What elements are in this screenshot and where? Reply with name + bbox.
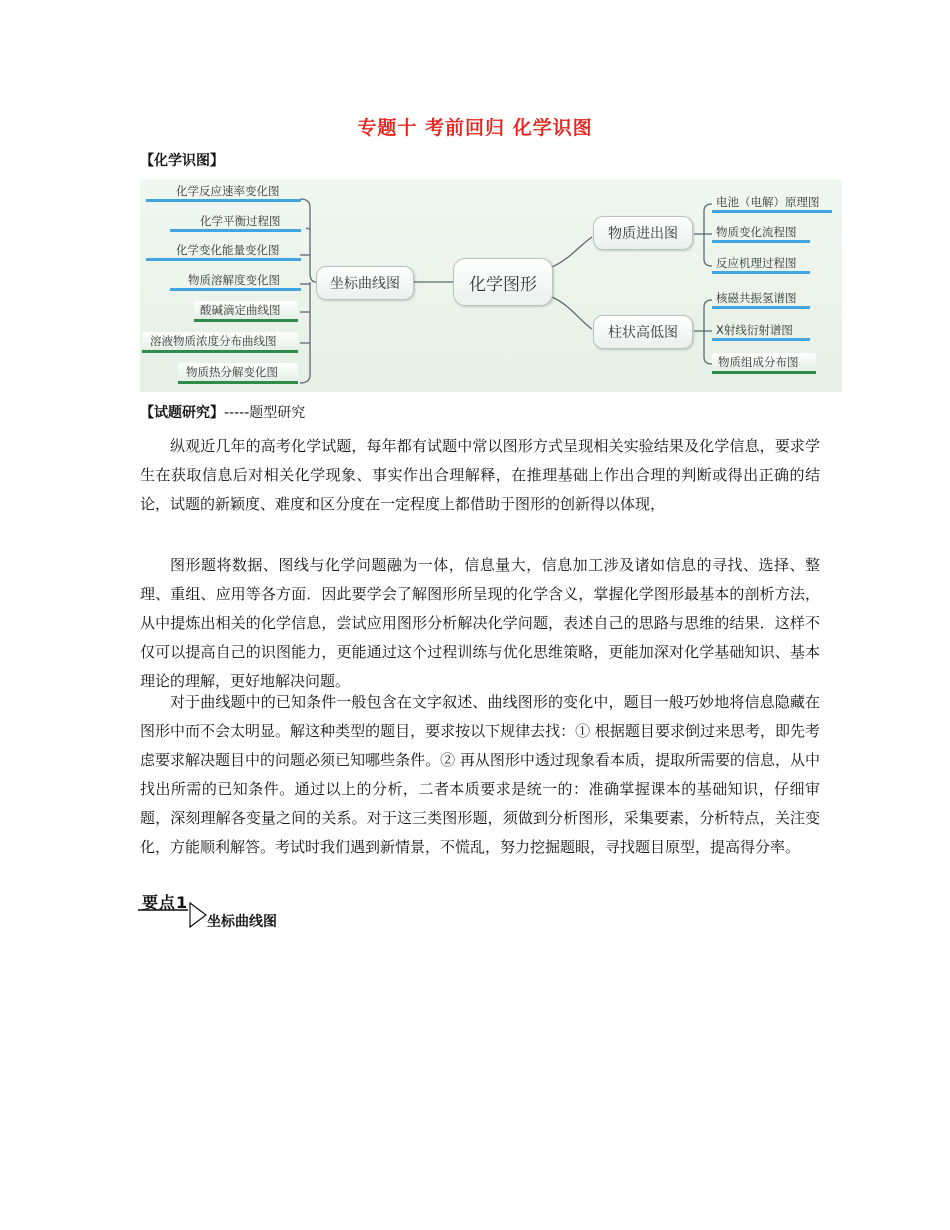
mindmap-node-substance-io: 物质进出图 (593, 216, 693, 250)
leaf-thermal-decomposition: 物质热分解变化图 (178, 363, 298, 384)
connector-rb-3 (704, 331, 712, 364)
key-point-badge (138, 889, 198, 929)
section-research-dashes: ----- (224, 405, 250, 421)
section-heading-map: 【化学识图】 (140, 153, 224, 169)
connector-left-bottom (300, 282, 310, 383)
key-point-label: 要点1 (142, 893, 189, 912)
connector-rt-3 (704, 234, 712, 266)
page-title: 专题十 考前回归 化学识图 (357, 117, 593, 139)
connector-rb-1 (704, 300, 712, 331)
section-research-sub: 题型研究 (249, 405, 306, 421)
section-heading-research (140, 402, 305, 422)
leaf-battery: 电池（电解）原理图 (712, 194, 832, 213)
paragraph-3: 对于曲线题中的已知条件一般包含在文字叙述、曲线图形的变化中，题目一般巧妙地将信息隐藏在图形中而不会太明显。解这种类型的题目，要求按以下规律去找：① 根据题目要求倒过来思考，即先考虑要求解决题目中的问题必须已知哪些条件。② 再从图形中透过现象看本质，提取所需要的信息，从中找出所需的已知条件。通过以上的分析，二者本质要求是统一的：准确掌握课本的基础知识，仔细审题，深刻理解各变量之间的关系。对于这三类图形题，须做到分析图形，采集要素，分析特点，关注变化，方能顺利解答。考试时我们遇到新情景，不慌乱，努力挖掘题眼，寻找题目原型，提高得分率。 (140, 693, 820, 856)
paragraph-1: 纵观近几年的高考化学试题，每年都有试题中常以图形方式呈现相关实验结果及化学信息，要求学生在获取信息后对相关化学现象、事实作出合理解释，在推理基础上作出合理的判断或得出正确的结论，试题的新颖度、难度和区分度在一定程度上都借助于图形的创新得以体现， (140, 437, 820, 513)
connector-center-right-bottom (552, 297, 592, 329)
mindmap-node-bar-chart: 柱状高低图 (593, 315, 693, 349)
key-point-heading: 坐标曲线图 (207, 914, 277, 930)
leaf-titration: 酸碱滴定曲线图 (194, 301, 298, 322)
leaf-solubility: 物质溶解度变化图 (170, 272, 301, 291)
leaf-xrd: X射线衍射谱图 (712, 322, 810, 341)
paragraph-2: 图形题将数据、图线与化学问题融为一体，信息量大，信息加工涉及诸如信息的寻找、选择、整理、重组、应用等各方面．因此要学会了解图形所呈现的化学含义，掌握化学图形最基本的剖析方法，从中提炼出相关的化学信息，尝试应用图形分析解决化学问题，表述自己的思路与思维的结果．这样不仅可以提高自己的识图能力，更能通过这个过程训练与优化思维策略，更能加深对化学基础知识、基本理论的理解，更好地解决问题。 (140, 556, 820, 690)
section-research-label: 【试题研究】 (140, 405, 224, 421)
leaf-reaction-rate: 化学反应速率变化图 (146, 183, 301, 202)
leaf-flow-chart: 物质变化流程图 (712, 224, 810, 243)
leaf-mechanism: 反应机理过程图 (712, 255, 810, 274)
leaf-equilibrium: 化学平衡过程图 (170, 213, 301, 232)
leaf-composition: 物质组成分布图 (712, 353, 816, 374)
connector-rt-1 (704, 204, 712, 234)
connector-center-right-top (552, 237, 592, 267)
mindmap-center-node: 化学图形 (453, 258, 553, 306)
leaf-energy-change: 化学变化能量变化图 (146, 242, 301, 261)
connector-left-top (300, 199, 316, 282)
mind-map (140, 179, 842, 392)
leaf-nmr: 核磁共振氢谱图 (712, 290, 810, 309)
mindmap-node-coordinate-curve: 坐标曲线图 (316, 266, 414, 300)
leaf-concentration: 溶液物质浓度分布曲线图 (142, 332, 298, 353)
